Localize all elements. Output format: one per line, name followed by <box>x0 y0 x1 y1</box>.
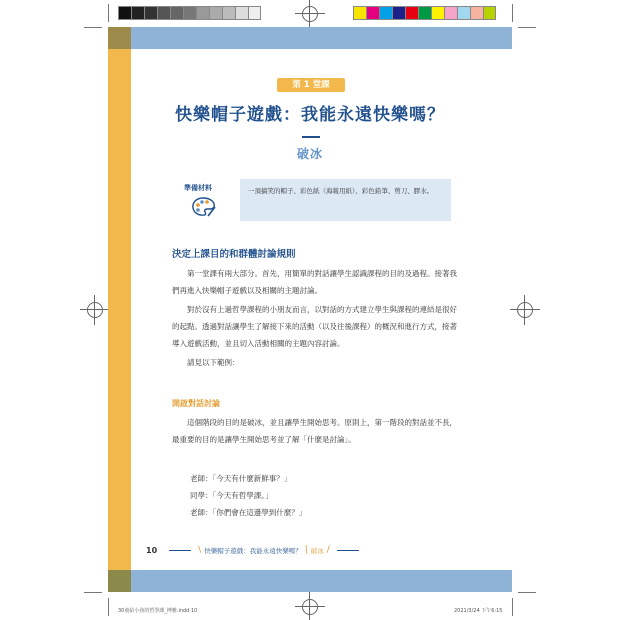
section-body <box>172 414 457 448</box>
color-swatch <box>418 6 431 20</box>
crop-mark <box>108 598 109 616</box>
lesson-badge: 第 1 堂課 <box>277 78 345 92</box>
color-swatch <box>353 6 366 20</box>
subsection-heading: 開啟對話討論 <box>172 399 220 408</box>
color-swatch <box>379 6 392 20</box>
page-title: 快樂帽子遊戲：我能永遠快樂嗎？ <box>175 105 445 125</box>
color-swatch <box>392 6 405 20</box>
paragraph: 這個階段的目的是破冰，並且讓學生開始思考。原則上，第一階段的對話並不長，最重要的目的是讓學生開始思考並了解「什麼是討論」。 <box>172 418 457 444</box>
color-swatch <box>444 6 457 20</box>
grayscale-color-bar <box>118 6 261 20</box>
registration-mark-top <box>299 3 321 25</box>
top-header-band <box>108 27 512 49</box>
crop-mark <box>84 592 102 593</box>
cmyk-color-bar <box>353 6 496 20</box>
color-swatch <box>209 6 222 20</box>
color-swatch <box>431 6 444 20</box>
color-swatch <box>470 6 483 20</box>
page-number: 10 <box>146 545 158 555</box>
crop-mark <box>512 598 513 616</box>
color-swatch <box>457 6 470 20</box>
color-swatch <box>118 6 131 20</box>
footer-rule <box>169 550 191 551</box>
title-divider <box>302 136 320 138</box>
footer-slash: / <box>326 545 330 555</box>
materials-box: 一頂搞笑的帽子、彩色紙（海報用紙）、彩色鉛筆、剪刀、膠水。 <box>240 179 451 221</box>
slug-filename: 30童給小孩的哲學課_博雅.indd 10 <box>118 608 198 614</box>
color-swatch <box>366 6 379 20</box>
section-body <box>172 265 457 371</box>
side-band-corner-bottom <box>108 570 131 592</box>
color-swatch <box>222 6 235 20</box>
dialog-line: 老師：「今天有什麼新鮮事？」 <box>190 474 292 483</box>
registration-mark-right <box>514 299 536 321</box>
paragraph: 請見以下範例： <box>187 358 240 367</box>
color-swatch <box>183 6 196 20</box>
crop-mark <box>512 4 513 22</box>
color-swatch <box>157 6 170 20</box>
footer-slash: \ <box>198 545 202 555</box>
page-subtitle: 破冰 <box>296 147 323 161</box>
color-swatch <box>144 6 157 20</box>
running-subtitle: 破冰 <box>310 546 324 555</box>
crop-mark <box>84 27 102 28</box>
color-swatch <box>196 6 209 20</box>
bottom-footer-band <box>108 570 512 592</box>
page-footer <box>146 545 363 555</box>
color-swatch <box>170 6 183 20</box>
dialog-line: 同學：「今天有哲學課。」 <box>190 491 273 500</box>
side-margin-band <box>108 27 131 592</box>
crop-mark <box>518 592 536 593</box>
section-heading: 決定上課目的和群體討論規則 <box>172 249 296 260</box>
dialog-block <box>190 470 306 521</box>
palette-icon <box>191 196 217 218</box>
paragraph: 對於沒有上過哲學課程的小朋友而言，以對話的方式建立學生與課程的連結是很好的起點。透過對話讓學生了解接下來的活動（以及往後課程）的概況和進行方式，接著導入遊戲活動，並且切入活動相關的主題內容討論。 <box>172 305 457 348</box>
crop-mark <box>518 27 536 28</box>
color-swatch <box>483 6 496 20</box>
dialog-line: 老師：「你們會在這邊學到什麼？」 <box>190 508 307 517</box>
color-swatch <box>131 6 144 20</box>
paragraph: 第一堂課有兩大部分。首先，用簡單的對話讓學生認識課程的目的及過程。接著我們再進入快樂帽子遊戲以及相關的主題討論。 <box>172 269 457 295</box>
footer-rule <box>337 550 359 551</box>
registration-mark-bottom <box>299 596 321 618</box>
running-title: 快樂帽子遊戲：我能永遠快樂嗎？ <box>204 546 302 555</box>
color-swatch <box>235 6 248 20</box>
side-band-corner-top <box>108 27 131 49</box>
color-swatch <box>405 6 418 20</box>
registration-mark-left <box>84 299 106 321</box>
footer-bar: | <box>304 545 308 555</box>
crop-mark <box>108 4 109 22</box>
slug-timestamp: 2021/3/24 下午6:15 <box>454 608 503 614</box>
color-swatch <box>248 6 261 20</box>
materials-label: 準備材料 <box>184 184 212 192</box>
